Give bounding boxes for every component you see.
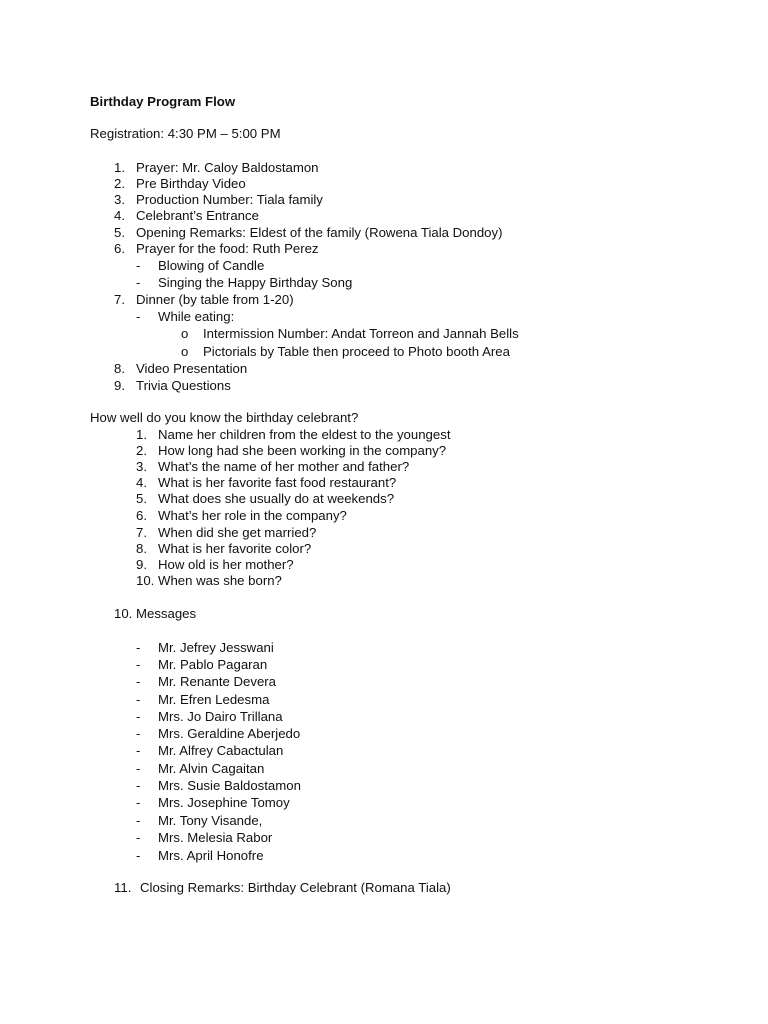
- dash-bullet: -: [136, 795, 141, 810]
- dash-bullet: -: [136, 761, 141, 776]
- message-name: Mrs. Jo Dairo Trillana: [158, 709, 283, 724]
- list-text: When did she get married?: [158, 525, 317, 540]
- message-name: Mr. Pablo Pagaran: [158, 657, 268, 672]
- list-number: 3.: [136, 459, 147, 474]
- list-text: Prayer: Mr. Caloy Baldostamon: [136, 160, 319, 175]
- list-number: 5.: [136, 491, 147, 506]
- registration-time: Registration: 4:30 PM – 5:00 PM: [90, 126, 281, 141]
- circle-bullet: o: [181, 326, 189, 341]
- dash-bullet: -: [136, 657, 141, 672]
- nested-list-text: Intermission Number: Andat Torreon and Jannah Bells: [203, 326, 519, 341]
- list-text: Celebrant’s Entrance: [136, 208, 259, 223]
- list-number: 10.: [136, 573, 155, 588]
- list-text: When was she born?: [158, 573, 282, 588]
- dash-bullet: -: [136, 640, 141, 655]
- dash-bullet: -: [136, 674, 141, 689]
- list-number: 3.: [114, 192, 125, 207]
- message-name: Mrs. April Honofre: [158, 848, 264, 863]
- list-text: What’s the name of her mother and father?: [158, 459, 410, 474]
- list-number: 8.: [114, 361, 125, 376]
- list-text: Production Number: Tiala family: [136, 192, 323, 207]
- message-name: Mr. Tony Visande,: [158, 813, 263, 828]
- list-number: 4.: [114, 208, 125, 223]
- list-text: What does she usually do at weekends?: [158, 491, 395, 506]
- message-name: Mrs. Geraldine Aberjedo: [158, 726, 301, 741]
- dash-bullet: -: [136, 258, 141, 273]
- message-name: Mr. Alvin Cagaitan: [158, 761, 265, 776]
- list-text: Pre Birthday Video: [136, 176, 246, 191]
- dash-bullet: -: [136, 830, 141, 845]
- list-number: 1.: [114, 160, 125, 175]
- circle-bullet: o: [181, 344, 189, 359]
- list-number: 2.: [136, 443, 147, 458]
- dash-bullet: -: [136, 848, 141, 863]
- list-number: 9.: [114, 378, 125, 393]
- list-text: What’s her role in the company?: [158, 508, 347, 523]
- message-name: Mr. Renante Devera: [158, 674, 277, 689]
- list-text: What is her favorite fast food restaurant?: [158, 475, 397, 490]
- sub-list-text: Blowing of Candle: [158, 258, 265, 273]
- message-name: Mr. Jefrey Jesswani: [158, 640, 274, 655]
- list-text: Dinner (by table from 1-20): [136, 292, 294, 307]
- list-number: 9.: [136, 557, 147, 572]
- message-name: Mrs. Melesia Rabor: [158, 830, 273, 845]
- message-name: Mrs. Josephine Tomoy: [158, 795, 290, 810]
- dash-bullet: -: [136, 309, 141, 324]
- list-number: 5.: [114, 225, 125, 240]
- message-name: Mr. Efren Ledesma: [158, 692, 270, 707]
- list-text: Name her children from the eldest to the youngest: [158, 427, 451, 442]
- list-text: Trivia Questions: [136, 378, 231, 393]
- message-name: Mrs. Susie Baldostamon: [158, 778, 301, 793]
- list-number: 7.: [136, 525, 147, 540]
- list-text: Video Presentation: [136, 361, 248, 376]
- list-number: 8.: [136, 541, 147, 556]
- list-text: Closing Remarks: Birthday Celebrant (Romana Tiala): [140, 880, 451, 895]
- list-number: 4.: [136, 475, 147, 490]
- dash-bullet: -: [136, 692, 141, 707]
- message-name: Mr. Alfrey Cabactulan: [158, 743, 284, 758]
- list-text: What is her favorite color?: [158, 541, 312, 556]
- dash-bullet: -: [136, 813, 141, 828]
- list-text: Opening Remarks: Eldest of the family (Rowena Tiala Dondoy): [136, 225, 503, 240]
- list-text: Messages: [136, 606, 197, 621]
- list-number: 1.: [136, 427, 147, 442]
- nested-list-text: Pictorials by Table then proceed to Photo booth Area: [203, 344, 510, 359]
- list-number: 6.: [114, 241, 125, 256]
- dash-bullet: -: [136, 709, 141, 724]
- list-number: 11.: [114, 880, 132, 895]
- sub-list-text: Singing the Happy Birthday Song: [158, 275, 353, 290]
- list-number: 10.: [114, 606, 133, 621]
- trivia-intro: How well do you know the birthday celebrant?: [90, 410, 359, 425]
- list-number: 6.: [136, 508, 147, 523]
- list-text: How long had she been working in the company?: [158, 443, 447, 458]
- list-text: Prayer for the food: Ruth Perez: [136, 241, 319, 256]
- dash-bullet: -: [136, 778, 141, 793]
- list-number: 2.: [114, 176, 125, 191]
- list-text: How old is her mother?: [158, 557, 294, 572]
- dash-bullet: -: [136, 726, 141, 741]
- document-title: Birthday Program Flow: [90, 94, 236, 109]
- dash-bullet: -: [136, 743, 141, 758]
- list-number: 7.: [114, 292, 125, 307]
- sub-list-text: While eating:: [158, 309, 235, 324]
- dash-bullet: -: [136, 275, 141, 290]
